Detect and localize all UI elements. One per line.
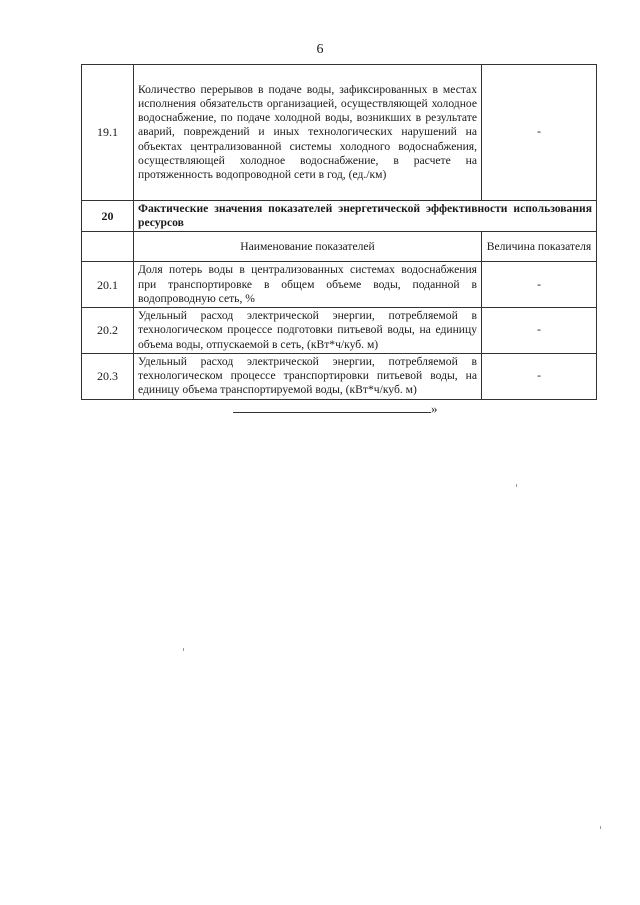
row-value: - (482, 262, 597, 308)
table-row (82, 308, 597, 354)
row-value: - (482, 354, 597, 400)
closing-quote: » (431, 401, 438, 416)
closing-line (233, 401, 438, 417)
row-description: Доля потерь воды в централизованных системах водоснабжения при транспортировке в общем объеме воды, поданной в водопроводную сеть, % (134, 262, 482, 308)
header-empty-cell (82, 232, 134, 262)
header-name: Наименование показателей (134, 232, 482, 262)
page-number: 6 (316, 42, 324, 57)
column-header-row (82, 232, 597, 262)
table-row (82, 354, 597, 400)
header-value: Величина показателя (482, 232, 597, 262)
row-number: 20.2 (82, 308, 134, 354)
scan-speck (516, 484, 517, 487)
section-header-row (82, 201, 597, 232)
table-row (82, 65, 597, 201)
row-description: Удельный расход электрической энергии, потребляемой в технологическом процессе подготовки питьевой воды, на единицу объема воды, отпускаемой в сеть, (кВт*ч/куб. м) (134, 308, 482, 354)
row-value: - (482, 308, 597, 354)
row-number: 20.1 (82, 262, 134, 308)
section-title: Фактические значения показателей энергетической эффективности использования ресурсов (134, 201, 597, 232)
signature-underline (233, 402, 431, 413)
row-description: Удельный расход электрической энергии, потребляемой в технологическом процессе транспортировки питьевой воды, на единицу объема транспортируемой воды, (кВт*ч/куб. м) (134, 354, 482, 400)
scan-speck (600, 826, 601, 829)
scan-speck (183, 648, 184, 651)
indicators-table (81, 64, 597, 400)
row-description: Количество перерывов в подаче воды, зафиксированных в местах исполнения обязательств организацией, осуществляющей холодное водоснабжение, по подаче холодной воды, возникших в результате аварий, повреждений и иных технологических нарушений на объектах централизованной системы холодного водоснабжения, осуществляющей холодное водоснабжение, в расчете на протяженность водопроводной сети в год, (ед./км) (134, 65, 482, 201)
section-number: 20 (82, 201, 134, 232)
row-value: - (482, 65, 597, 201)
row-number: 19.1 (82, 65, 134, 201)
row-number: 20.3 (82, 354, 134, 400)
table-row (82, 262, 597, 308)
